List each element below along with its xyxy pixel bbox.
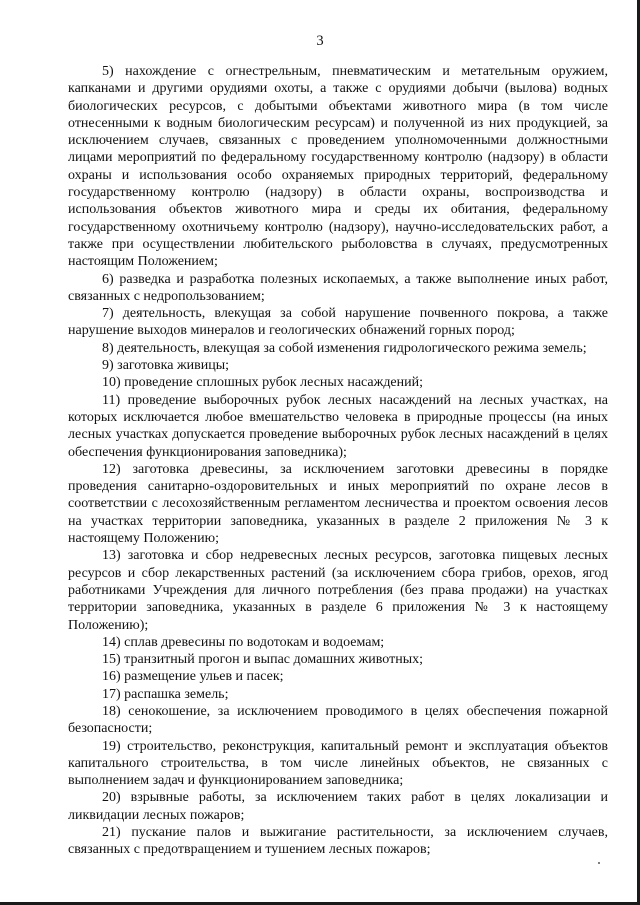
- list-item-21: 21) пускание палов и выжигание растительности, за исключением случаев, связанных с предотвращением и тушением лесных пожаров;: [68, 825, 608, 858]
- list-item-12: 12) заготовка древесины, за исключением заготовки древесины в порядке проведения санитарно-оздоровительных и иных мероприятий по охране лесов в соответствии с лесохозяйственным регламентом лесничества и проектом освоения лесов на участках территории заповедника, указанных в разделе 2 приложения № 3 к настоящему Положению;: [68, 461, 608, 547]
- list-item-20: 20) взрывные работы, за исключением таких работ в целях локализации и ликвидации лесных пожаров;: [68, 790, 608, 823]
- list-item-5: 5) нахождение с огнестрельным, пневматическим и метательным оружием, капканами и другими орудиями охоты, а также с орудиями добычи (вылова) водных биологических ресурсов, с добытыми объектами животного мира (в том числе отнесенными к водным биологическим ресурсам) и полученной из них продукцией, за исключением случаев, связанных с проведением уполномоченными должностными лицами мероприятий по федеральному государственному контролю (надзору) в области охраны и использования особо охраняемых природных территорий, федеральному государственному контролю (надзору) в области охраны, воспроизводства и использования объектов животного мира и среды их обитания, федеральному государственному охотничьему контролю (надзору), научно-исследовательских работ, а также при осуществлении любительского рыболовства в случаях, предусмотренных настоящим Положением;: [68, 64, 608, 270]
- list-item-19: 19) строительство, реконструкция, капитальный ремонт и эксплуатация объектов капитального строительства, в том числе линейных объектов, не связанных с выполнением задач и функционированием заповедника;: [68, 738, 608, 789]
- list-item-18: 18) сенокошение, за исключением проводимого в целях обеспечения пожарной безопасности;: [68, 703, 608, 737]
- list-item-14: 14) сплав древесины по водотокам и водоемам;: [102, 634, 385, 650]
- list-item-16: 16) размещение ульев и пасек;: [102, 669, 284, 685]
- list-item-6: 6) разведка и разработка полезных ископаемых, а также выполнение иных работ, связанных с недропользованием;: [68, 271, 608, 304]
- list-item-15: 15) транзитный прогон и выпас домашних животных;: [102, 652, 423, 668]
- list-item-8: 8) деятельность, влекущая за собой изменения гидрологического режима земель;: [102, 340, 587, 356]
- list-item-11: 11) проведение выборочных рубок лесных насаждений на лесных участках, на которых исключается любое вмешательство человека в природные процессы (на иных лесных участках допускается проведение выборочных рубок лесных насаждений в целях обеспечения функционирования заповедника);: [68, 392, 608, 460]
- list-item-10: 10) проведение сплошных рубок лесных насаждений;: [102, 375, 424, 391]
- list-item-9: 9) заготовка живицы;: [102, 358, 230, 374]
- scan-speck: [598, 862, 600, 864]
- page-number: 3: [316, 33, 324, 49]
- document-body: [68, 63, 608, 859]
- list-item-17: 17) распашка земель;: [102, 686, 229, 702]
- list-item-13: 13) заготовка и сбор недревесных лесных ресурсов, заготовка пищевых лесных ресурсов и сбор лекарственных растений (за исключением сбора грибов, орехов, ягод работниками Учреждения для личного потребления (без права продажи) на участках территории заповедника, указанных в разделе 6 приложения № 3 к настоящему Положению);: [68, 548, 608, 633]
- list-item-7: 7) деятельность, влекущая за собой нарушение почвенного покрова, а также нарушение выходов минералов и геологических обнажений горных пород;: [68, 306, 608, 339]
